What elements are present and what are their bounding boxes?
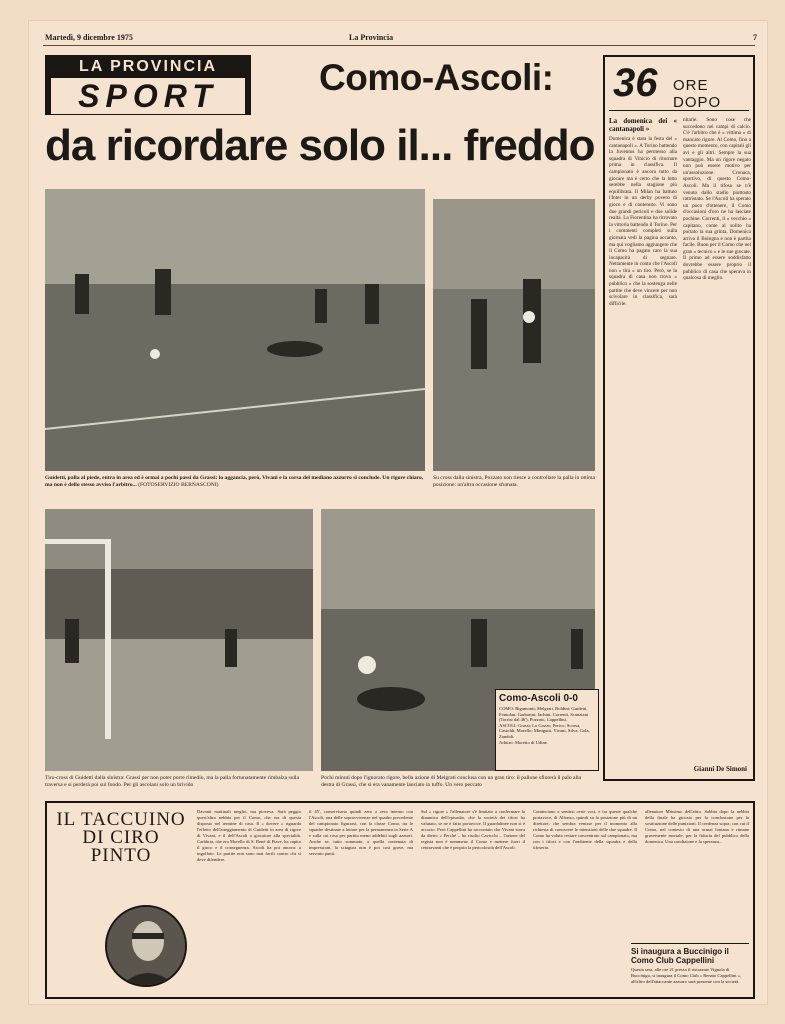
- sidebar-logo: [609, 61, 749, 111]
- masthead-line2: SPORT: [51, 78, 245, 114]
- result-title: Como-Ascoli 0-0: [499, 693, 578, 704]
- match-photo-3-image: [45, 509, 313, 771]
- result-referee: Arbitro: Moretto di Udine.: [499, 739, 548, 745]
- taccuino-column-4: Cominciano a sentirsi certe voci, e tra queste qualche portavoce, di Alfonso, quindi su la posizione più di un direttore, che sembra venisse per il momento alla richiesta di conoscere le intenzioni delle due squadre. Il Como ha voluto restare concentrato sul campionato, ma con i tifosi e con l'ambiente della squadra e della tifoseria.: [533, 809, 637, 850]
- match-photo-2-image: [433, 199, 595, 471]
- sidebar-article-title: La domenica dei « cantanapoli »: [609, 117, 677, 133]
- masthead-line1: LA PROVINCIA: [78, 58, 218, 75]
- sidebar-columns: [609, 117, 751, 757]
- match-photo-1: [45, 189, 425, 471]
- header-rule: [43, 45, 755, 46]
- match-photo-3: [45, 509, 313, 771]
- result-ascoli-lineup: ASCOLI: Grassi; Lo Gozzo, Perico; Scorsa, Castoldi, Morello; Minigutti, Vivani, Silva, Gola, Zandoli.: [499, 722, 590, 739]
- headline-line2: da ricordare solo il... freddo: [45, 121, 595, 170]
- caption-photo-1-credit: (FOTOSERVIZIO BERNASCONI): [138, 481, 219, 488]
- como-club-text: Questa sera, alle ore 21 presso il ristorante Vignola di Buccinigo, si inaugura il Como Club « Renato Cappellini », all'altro dell'attaccante azzurro sarà presente con la società.: [631, 967, 742, 984]
- taccuino-column-5: allenatore Massimo dell'altro. Sabbia dopo la nebbia della finale ha giocato per la conclusione per la sostituzione delle punizioni. Il credenza sopra, con cui il Como, nel contesto di una ormai lontana e rimane gravemente mortale, per la fiducia del pubblico della domenica. Una condizione e la speranza...: [645, 809, 749, 844]
- match-photo-2: [433, 199, 595, 471]
- caption-photo-2: Su cross dalla sinistra, Pozzato non riesce a controllare la palla in ottima posizione: un'altra occasione sfumata.: [433, 475, 596, 488]
- header-page-number: 7: [753, 33, 757, 42]
- header-date: Martedì, 9 dicembre 1975: [45, 33, 133, 42]
- caption-photo-3: Tiro-cross di Guidetti dalla sinistra: Grassi per non poter porre rimedio, ma la palla fortunatamente rimbalza sulla traversa e si perderà poi sul fondo. Per gli ascolani solo un brivido: [45, 775, 300, 788]
- sidebar-logo-text: ORE DOPO: [673, 77, 722, 111]
- section-masthead: [45, 55, 251, 115]
- caption-photo-1: [45, 475, 425, 489]
- como-club-box: [631, 943, 749, 995]
- sidebar-column-2: nitarie. Sono cose che succedono nei campi di calcio. C'è l'arbitro che è « vittima » di mancato rigore. Al Como, fino a questo momento, con capitali gli avi e gli altri. Sempre la sua vantaggio. Ma un rigore negato non può essere motivo per un'assoluzione. Cronaca, sportivo, di questo Como-Ascoli. Ma il tifoso se n'è venuto dallo stadio piuttosto rattristato. Se l'Ascoli ha sperato un poco d'ottenere, il Como d'occasioni d'oro ne ha lasciate pochine. Correnti, il « vecchio » capitano, come al solito ha portato la sua grinta. Domenica arriva il Bologna e non è partita facile. Buon per il Como che nel gran « tecnico » e le sue giocate. Il primo ad essere soddisfatto dovrebbe essere proprio il pubblico di casa che sperava in qualcosa di meglio.: [683, 117, 751, 282]
- author-portrait-icon: [107, 907, 187, 987]
- taccuino-column-3: Sul « rigore » l'allenatore s'è limitato a confermare la dinamica dell'episodio, che la società dei tifosi ha valutato, se ne è fatto portavoce. Il guardalinee non si è accorto. Però Cappellini ha raccontato che Vivani stava da dietro « Perché – ha risolto Cavicchi – l'azione del regista non è nemmeno il Como e mettere fuori il centravanti che è proprio la pericolosità dell'Ascoli.: [421, 809, 525, 850]
- author-avatar: [105, 905, 187, 987]
- header-paper-name: La Provincia: [349, 33, 394, 42]
- taccuino-title: IL TACCUINO DI CIRO PINTO: [56, 809, 186, 866]
- result-como-lineup: COMO: Rigamonti; Melgrati, Boldini; Guidetti, Fontolan, Garbarini; Iachini, Correnti, Scanziani (Torrisi dal 46'), Pozzato, Cappellini.: [499, 706, 589, 723]
- sidebar-logo-number: 36: [613, 61, 658, 105]
- sidebar-column-1-text: Domenica è stata la festa del « cantanapoli ». A Torino battendo la Juventus ha permesso alla squadra di Vinicio di ritornare prima in classifica. Il campionato è ancora tutto da giocare ma è certo che la lotto serebbe nella stagione più equilibrata. Il Milan ha battuto l'Inter in un derby povero di gioco e di contenuto. Vi sono due grandi pericoli e due solide realtà. La Fiorentina ha ritrovato la vittoria battendo il Torino. Per i commenti completi sulla giornata vedi la pagina accanto, ma qui vogliamo aggiungere che il Como ha pagato caro la sua incapacità di segnare. Nettamente in conto che l'Ascoli non « tira » un tiro. Però, se la squadra di casa non trova « pubblico » che la sostenga nelle partite che deve vincere per non scivolare in classifica, sarà difficile.: [609, 136, 677, 307]
- headline-line1: Como-Ascoli:: [319, 57, 554, 98]
- taccuino-column-1: Davanti mattinali meglio, ma pioveva. Sarà peggio quest'altra nebbia per il Como, che era di questa disposto nel termine di casa. Il « dovere » riguarda l'effetto dell'atteggiamento di Guidetti in area di rigore di Vivani, e il dell'Ascoli a giocatore alla specialità. Carbbria, che era Morello di S. René di Piave, ha capito il gioco e il conseguenza. Ascoli ha poi ancora: a ingolfato. Le partite non sono mai facili contro chi si deve difendere.: [197, 809, 301, 862]
- como-club-title: Si inaugura a Buccinigo il Como Club Cappellini: [631, 947, 729, 965]
- taccuino-section: [45, 801, 755, 999]
- sidebar-signature: Gianni De Simoni: [693, 765, 747, 773]
- sidebar-column-1: [609, 117, 677, 757]
- caption-photo-4: Pochi minuti dopo l'ignorato rigore, bella azione di Melgrati conclusa con un gran tiro: il pallone sfiorerà il palo alla destra di Grassi, che si era vanamente lanciato in tuffo. Un vero peccato: [321, 775, 582, 788]
- newspaper-page: [28, 20, 768, 1005]
- caption-photo-1-text: Guidetti, palla al piede, entra in area ed è ormai a pochi passi da Grassi: lo aggancia, però, Vivani e la corsa del mediano azzurro si conclude. Un rigore chiaro, ma non è dello stesso avviso l'arbitro...: [45, 475, 424, 488]
- match-result-box: [495, 689, 599, 771]
- taccuino-column-2: il 45', conservismo quindi zero a zero interno con l'Ascoli, una delle sopravvivenze nel quadro precedente del campionato figurarsi, con la classe Como, tra le squadre destinate a lottare per la permanenza in Serie A e sulla cui rosa per partita meno addebiti sugli azzurri. Anche se, tutto sommato, a quella contenuta di impressioni, la sciagura non è poi così grave, ma servono punti.: [309, 809, 413, 856]
- sidebar-36-ore-dopo: [603, 55, 755, 781]
- match-photo-1-image: [45, 189, 425, 471]
